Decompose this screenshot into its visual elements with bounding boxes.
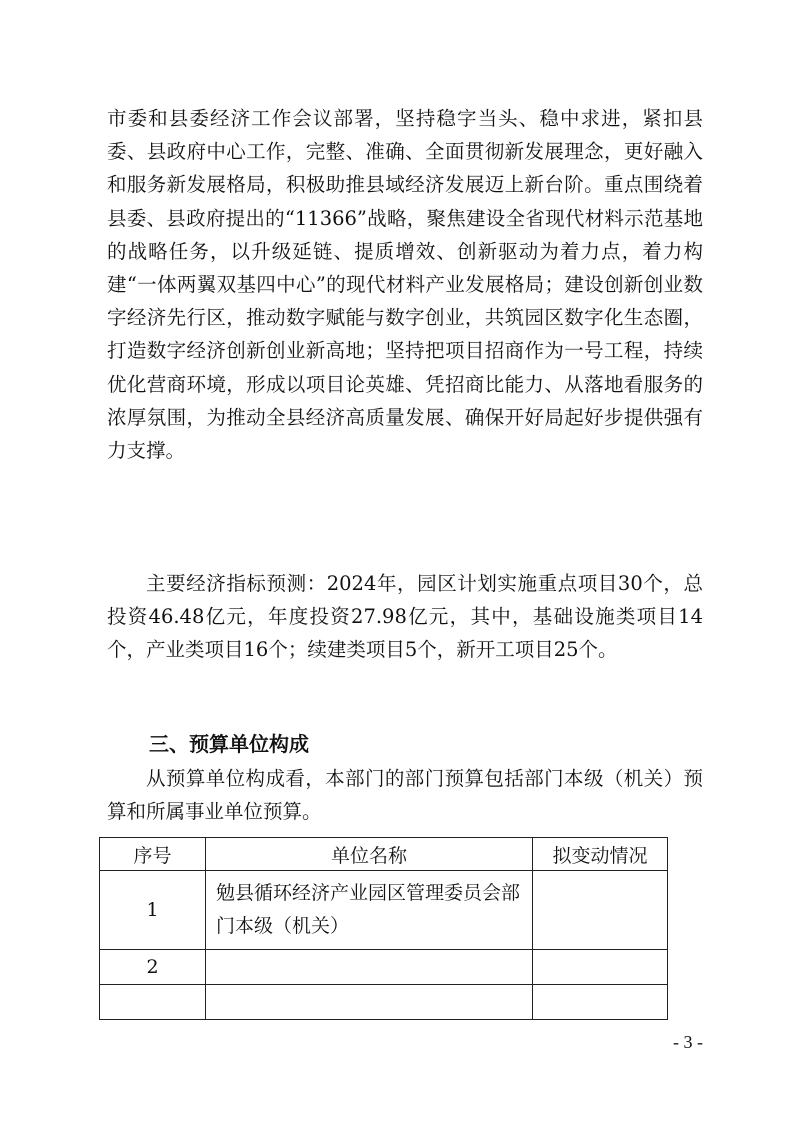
table-header-row xyxy=(100,838,668,871)
table-row xyxy=(100,871,668,950)
table-row xyxy=(100,985,668,1020)
paragraph-budget-units: 从预算单位构成看，本部门的部门预算包括部门本级（机关）预算和所属事业单位预算。 xyxy=(107,767,703,824)
paragraph-strategy: 市委和县委经济工作会议部署，坚持稳字当头、稳中求进，紧扣县委、县政府中心工作，完整、准确、全面贯彻新发展理念，更好融入和服务新发展格局，积极助推县域经济发展迈上新台阶。重点围绕着县委、县政府提出的“11366”战略，聚焦建设全省现代材料示范基地的战略任务，以升级延链、提质增效、创新驱动为着力点，着力构建“一体两翼双基四中心”的现代材料产业发展格局；建设创新创业数字经济先行区，推动数字赋能与数字创业，共筑园区数字化生态圈，打造数字经济创新创业新高地；坚持把项目招商作为一号工程，持续优化营商环境，形成以项目论英雄、凭招商比能力、从落地看服务的浓厚氛围，为推动全县经济高质量发展、确保开好局起好步提供强有力支撑。 xyxy=(107,107,703,463)
page-number: - 3 - xyxy=(673,1032,703,1052)
cell-unit-name: 勉县循环经济产业园区管理委员会部门本级（机关） xyxy=(206,871,533,950)
cell-change xyxy=(533,950,668,985)
paragraph-indicators: 主要经济指标预测：2024年，园区计划实施重点项目30个，总投资46.48亿元，年度投资27.98亿元，其中，基础设施类项目14个，产业类项目16个；续建类项目5个，新开工项目25个。 xyxy=(107,572,703,662)
header-index: 序号 xyxy=(100,838,206,871)
cell-change xyxy=(533,871,668,950)
cell-index: 2 xyxy=(100,950,206,985)
cell-index: 1 xyxy=(100,871,206,950)
budget-unit-table xyxy=(99,837,668,1020)
cell-change xyxy=(533,985,668,1020)
header-change: 拟变动情况 xyxy=(533,838,668,871)
table-row xyxy=(100,950,668,985)
cell-unit-name xyxy=(206,950,533,985)
section-heading: 三、预算单位构成 xyxy=(149,732,309,756)
cell-unit-name xyxy=(206,985,533,1020)
cell-index xyxy=(100,985,206,1020)
header-unit-name: 单位名称 xyxy=(206,838,533,871)
